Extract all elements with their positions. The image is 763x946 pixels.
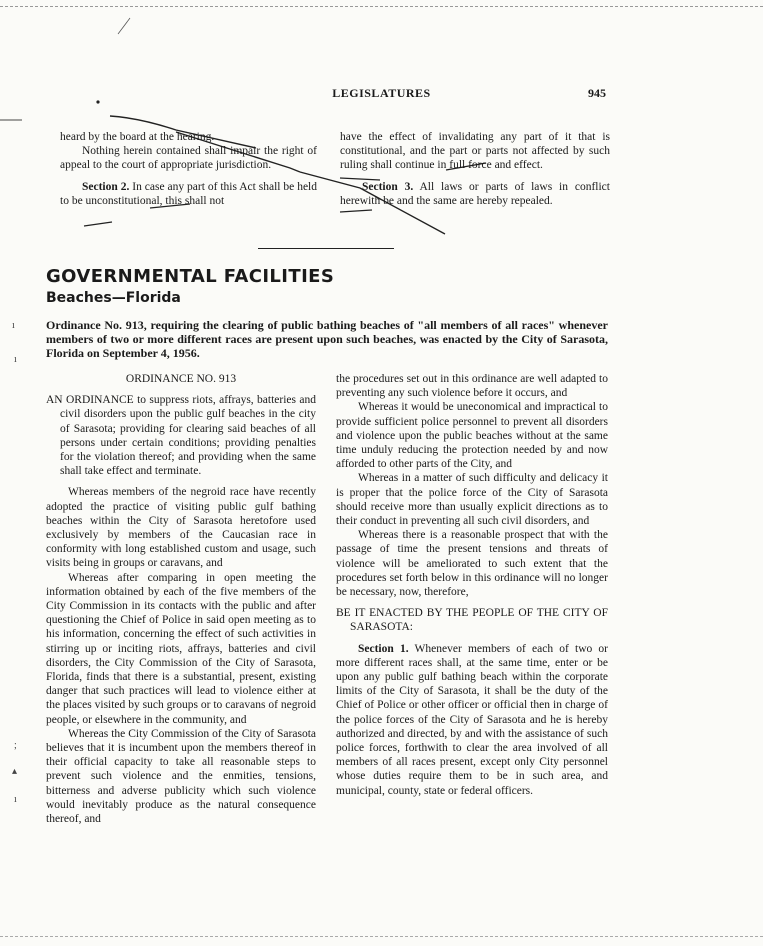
section-subtitle: Beaches—Florida: [46, 290, 181, 306]
ordinance-summary: Ordinance No. 913, requiring the clearing of public bathing beaches of "all members of all races" whenever members of two or more different races are present upon such beaches, was enacted by the City of Sarasota, Florida on September 4, 1956.: [46, 318, 608, 360]
paragraph: have the effect of invalidating any part of it that is constitutional, and the part or parts not affected by such ruling shall continue in full force and effect.: [340, 131, 610, 172]
paragraph: Nothing herein contained shall impair the right of appeal to the court of appropriate jurisdiction.: [60, 145, 317, 172]
whereas-clause: Whereas members of the negroid race have recently adopted the practice of visiting public gulf bathing beaches within the City of Sarasota heretofore used exclusively by members of the Caucasian race in conformity with long established custom and usage, such visits being in groups or caravans, and: [46, 486, 316, 570]
whereas-clause: Whereas in a matter of such difficulty and delicacy it is proper that the police force of the City of Sarasota should receive more than usually explicit directions as to their conduct in preventing all such civil disorders, and: [336, 472, 608, 528]
section-label: Section 1.: [358, 642, 409, 655]
main-right-column: [336, 372, 608, 798]
ordinance-heading: ORDINANCE NO. 913: [125, 373, 237, 385]
margin-mark: ▴: [12, 766, 18, 777]
margin-mark: ı: [14, 354, 17, 365]
margin-mark: ı: [12, 320, 15, 331]
whereas-clause: Whereas the City Commission of the City of Sarasota believes that it is incumbent upon the members thereof in their official capacity to take all reasonable steps to prevent such violence and the enmities, tensions, bitterness and adverse publicity which such violence would inevitably produce as the natural consequence thereof, and: [46, 727, 316, 826]
running-head: LEGISLATURES: [332, 86, 431, 100]
top-right-column: [340, 130, 610, 208]
main-left-column: [46, 372, 316, 826]
paragraph: the procedures set out in this ordinance are well adapted to preventing any such violence before it occurs, and: [336, 373, 608, 400]
enacting-clause: BE IT ENACTED BY THE PEOPLE OF THE CITY OF SARASOTA:: [336, 607, 608, 634]
ordinance-intro: AN ORDINANCE to suppress riots, affrays, batteries and civil disorders upon the public gulf beaches in the city of Sarasota; providing for clearing said beaches of all persons under certain conditions; providing penalties for the violation thereof; and providing when the same shall take effect and terminate.: [46, 394, 316, 478]
section-text: Whenever members of each of two or more different races shall, at the same time, enter or be upon any public gulf bathing beach within the corporate limits of the City of Sarasota, it shall be the duty of the Chief of Police or other officer or official then in charge of the police forces of the City of Sarasota and he is hereby authorized and directed, by and with the assistance of such police forces, forthwith to clear the area involved of all members of all races present, except only City personnel whose duties require them to be in such area, and municipal, county, state or federal officers.: [336, 642, 608, 797]
margin-mark: ı: [14, 794, 17, 805]
paragraph: [340, 180, 610, 208]
section-label: Section 2.: [82, 180, 130, 193]
page-number: 945: [588, 86, 606, 100]
whereas-clause: Whereas it would be uneconomical and impractical to provide sufficient police personnel to prevent all disorders and violence upon the public beaches without at the same time unduly reducing the protection needed by and now afforded to other parts of the City, and: [336, 401, 608, 471]
paragraph: [60, 180, 317, 208]
bottom-scan-edge: [0, 936, 763, 937]
section-divider: [258, 248, 394, 249]
section-title: GOVERNMENTAL FACILITIES: [46, 266, 335, 287]
top-left-column: [60, 130, 317, 208]
paragraph: heard by the board at the hearing.: [60, 131, 215, 143]
section-text: All laws or parts of laws in conflict herewith be and the same are hereby repealed.: [340, 180, 610, 207]
whereas-clause: Whereas after comparing in open meeting the information obtained by each of the five members of the City Commission in its contacts with the public and after questioning the Chief of Police in said open meeting as to his information, concerning the effect of such activities in stirring up or inciting riots, affrays, batteries and civil disorders, the City Commission of the City of Sarasota, Florida, finds that there is a substantial, present, existing danger that such practices will lead to violence either at the places visited by such groups or to caravans of negroid people, or elsewhere in the community, and: [46, 571, 316, 726]
section-text: In case any part of this Act shall be held to be unconstitutional, this shall not: [60, 180, 317, 207]
section-1: [336, 642, 608, 798]
section-label: Section 3.: [362, 180, 414, 193]
margin-mark: ;: [14, 740, 17, 751]
whereas-clause: Whereas there is a reasonable prospect that with the passage of time the present tensions and threats of violence will be ameliorated to such extent that the procedures set forth below in this ordinance will no longer be necessary, now, therefore,: [336, 529, 608, 599]
